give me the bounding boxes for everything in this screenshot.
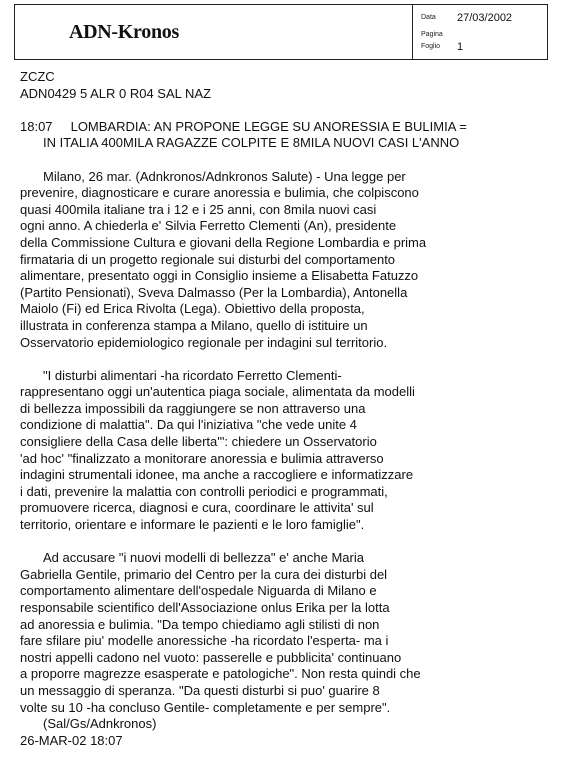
- timestamp-line: 26-MAR-02 18:07: [20, 732, 123, 748]
- body-line: illustrata in conferenza stampa a Milano, quello di istituire un: [20, 317, 368, 333]
- headline-line: IN ITALIA 400MILA RAGAZZE COLPITE E 8MILA NUOVI CASI L'ANNO: [43, 135, 460, 151]
- body-line: territorio, orientare e informare le pazienti e le loro famiglie".: [20, 517, 365, 533]
- body-line: ad anoressia e bulimia. "Da tempo chiediamo agli stilisti di non: [20, 616, 380, 632]
- adnkronos-logo: ADN-Kronos: [69, 21, 179, 43]
- body-line: condizione di malattia". Da qui l'iniziativa "che vede unite 4: [20, 417, 357, 433]
- body-line: rappresentano oggi un'autentica piaga sociale, alimentata da modelli: [20, 384, 415, 400]
- body-line: Maiolo (Fi) ed Erica Rivolta (Lega). Obiettivo della proposta,: [20, 301, 365, 317]
- data-value: 27/03/2002: [457, 11, 513, 24]
- slug-line: ZCZC: [20, 69, 55, 84]
- foglio-label: Foglio: [421, 43, 441, 51]
- body-line: consigliere della Casa delle liberta'": chiedere un Osservatorio: [20, 434, 377, 450]
- body-line: alimentare, presentato oggi in Consiglio insieme a Elisabetta Fatuzzo: [20, 268, 419, 284]
- meta-foglio-row: [421, 38, 463, 56]
- body-line: Milano, 26 mar. (Adnkronos/Adnkronos Salute) - Una legge per: [43, 168, 406, 184]
- body-line: di bellezza impossibili da raggiungere se non attraverso una: [20, 400, 366, 416]
- body-line: i dati, prevenire la malattia con controlli periodici e programmati,: [20, 483, 388, 499]
- paragraph-3: [20, 550, 550, 716]
- body-line: comportamento alimentare dell'ospedale Niguarda di Milano e: [20, 583, 377, 599]
- body-line: nostri appelli cadono nel vuoto: passerelle e pubblicita' continuano: [20, 649, 402, 665]
- body-line: promuovere ricerca, diagnosi e cura, coordinare le attivita' sul: [20, 500, 374, 516]
- logo-box: [14, 4, 412, 60]
- paragraph-1: [20, 169, 550, 352]
- body-line: della Commissione Cultura e giovani della Regione Lombardia e prima: [20, 234, 427, 250]
- slug-code: ADN0429 5 ALR 0 R04 SAL NAZ: [20, 85, 212, 101]
- page-header: [14, 4, 548, 60]
- meta-data-row: [421, 9, 512, 27]
- pagina-label: Pagina: [421, 31, 443, 39]
- paragraph-2: [20, 368, 550, 534]
- body-line: responsabile scientifico dell'Associazione onlus Erika per la lotta: [20, 600, 390, 615]
- body-line: a proporre magrezze esasperate e patologiche". Non resta quindi che: [20, 666, 421, 682]
- body-line: ogni anno. A chiederla e' Silvia Ferretto Clementi (An), presidente: [20, 218, 397, 234]
- body-line: volte su 10 -ha concluso Gentile- completamente e per sempre".: [20, 699, 391, 715]
- body-line: prevenire, diagnosticare e curare anoressia e bulimia, che colpiscono: [20, 185, 419, 201]
- news-content: [20, 69, 550, 749]
- body-line: Osservatorio epidemiologico regionale per indagini sul territorio.: [20, 334, 388, 350]
- body-line: firmataria di un progetto regionale sui disturbi del comportamento: [20, 251, 396, 267]
- data-label: Data: [421, 14, 436, 22]
- body-line: fare sfilare piu' modelle anoressiche -ha ricordato l'esperta- ma i: [20, 633, 389, 649]
- body-line: Ad accusare "i nuovi modelli di bellezza" e' anche Maria: [43, 550, 364, 566]
- body-line: un messaggio di speranza. "Da questi disturbi si puo' guarire 8: [20, 682, 380, 698]
- body-line: (Partito Pensionati), Sveva Dalmasso (Per la Lombardia), Antonella: [20, 284, 408, 300]
- body-line: quasi 400mila italiane tra i 12 e i 25 anni, con 8mila nuovi casi: [20, 201, 377, 217]
- body-line: "I disturbi alimentari -ha ricordato Ferretto Clementi-: [43, 367, 342, 383]
- meta-box: [412, 4, 548, 60]
- foglio-value: 1: [457, 40, 464, 53]
- body-line: 'ad hoc' "finalizzato a monitorare anoressia e bulimia attraverso: [20, 450, 384, 466]
- body-line: Gabriella Gentile, primario del Centro per la cura dei disturbi del: [20, 566, 388, 582]
- body-line: indagini strumentali idonee, ma anche a raccogliere e informatizzare: [20, 467, 414, 483]
- credit-line: (Sal/Gs/Adnkronos): [43, 716, 157, 732]
- headline-line: 18:07 LOMBARDIA: AN PROPONE LEGGE SU ANORESSIA E BULIMIA =: [20, 118, 467, 134]
